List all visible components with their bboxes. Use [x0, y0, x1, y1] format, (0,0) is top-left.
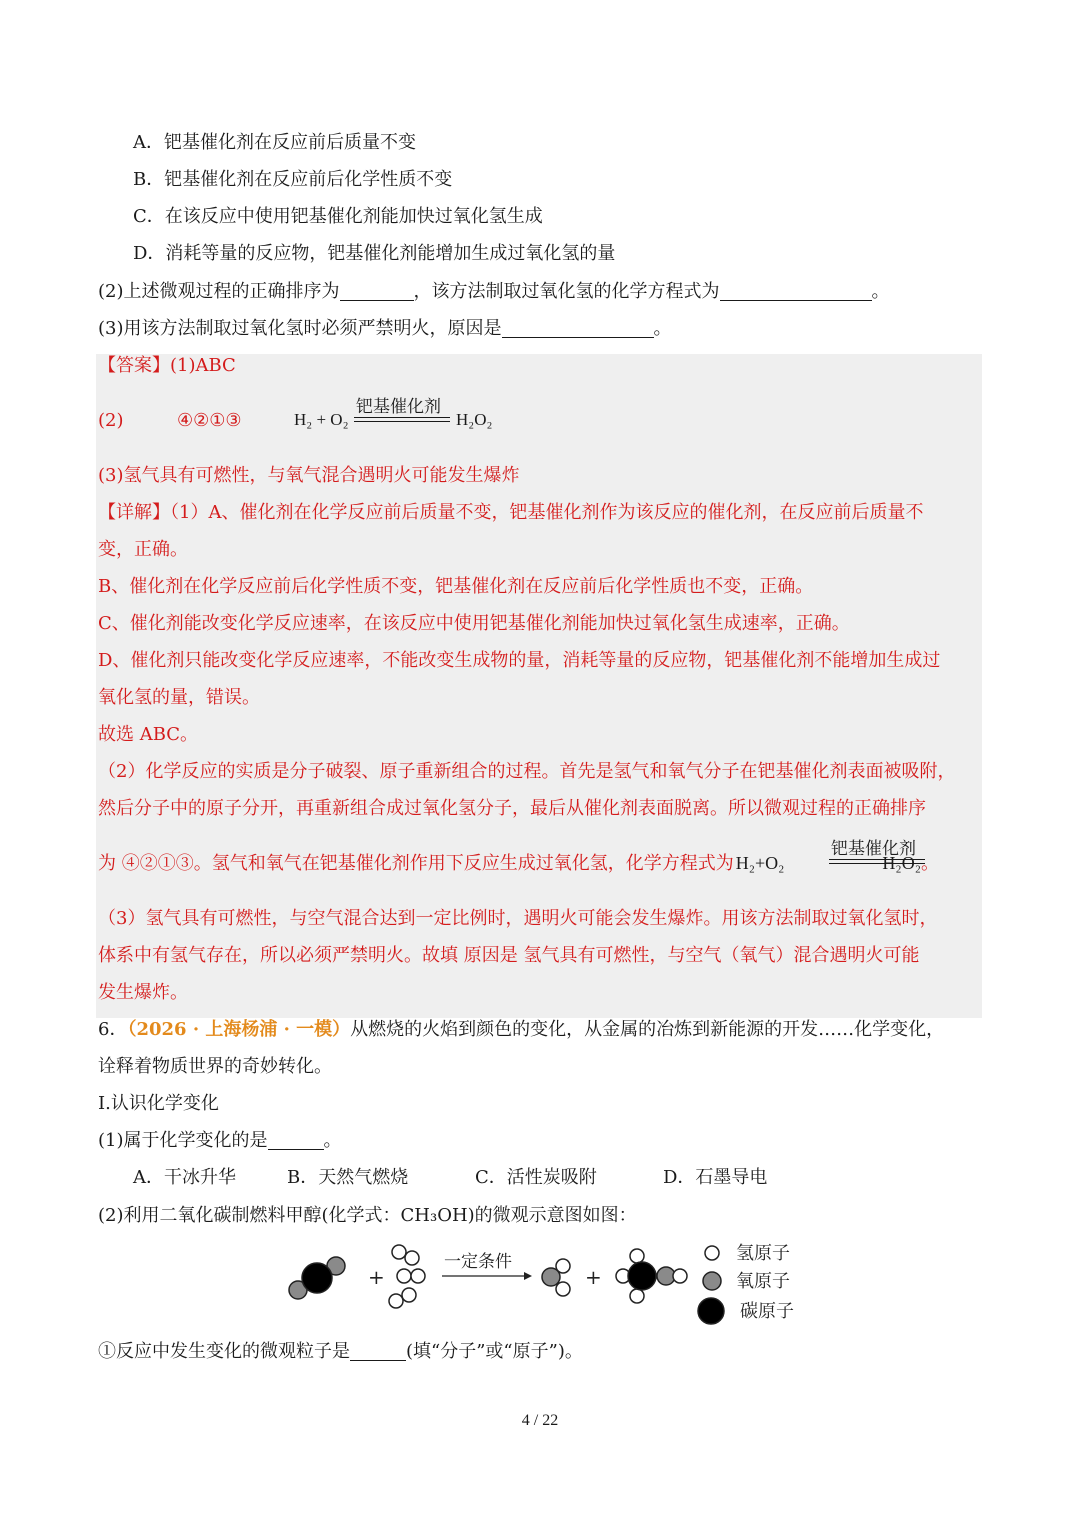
q6-sub-2: (2)利用二氧化碳制燃料甲醇(化学式：CH₃OH)的微观示意图如图： [98, 1205, 637, 1226]
sub-question-text: ①反应中发生变化的微观粒子是 [98, 1341, 350, 1362]
explain-line-11: （3）氢气具有可燃性，与空气混合达到一定比例时，遇明火可能会发生爆炸。用该方法制取过氧化氢时， [98, 908, 938, 929]
hydrogen-atom [556, 1282, 570, 1296]
answer-2-order: ④②①③ [176, 410, 242, 431]
explain-end: 。 [920, 853, 939, 874]
answer-3: (3)氢气具有可燃性，与氧气混合遇明火可能发生爆炸 [98, 465, 520, 486]
sub-question-text: (1)属于化学变化的是 [98, 1130, 268, 1151]
hydrogen-atom [411, 1269, 425, 1283]
arrow-head [524, 1272, 532, 1280]
q6-sub-2-question [98, 1341, 583, 1363]
explain-line-1 [98, 502, 923, 524]
explain-line-13: 发生爆炸。 [98, 982, 188, 1003]
explain-line-3: B、催化剂在化学反应前后化学性质不变，钯基催化剂在反应前后化学性质也不变，正确。 [98, 576, 814, 597]
question-stem: 从燃烧的火焰到颜色的变化，从金属的冶炼到新能源的开发……化学变化， [350, 1019, 945, 1040]
legend-hydrogen-atom [705, 1246, 719, 1260]
question-source: （2026 · 上海杨浦 · 一模） [127, 1019, 351, 1040]
explain-line-12: 体系中有氢气存在，所以必须严禁明火。故填 原因是 氢气具有可燃性，与空气（氧气）混合遇明火可能 [98, 945, 920, 966]
inline-equation-arrow [829, 859, 925, 864]
q6-option-c: C．活性炭吸附 [475, 1167, 597, 1188]
option-d: D．消耗等量的反应物，钯基催化剂能增加生成过氧化氢的量 [133, 243, 616, 264]
explain-line-4: C、催化剂能改变化学反应速率，在该反应中使用钯基催化剂能加快过氧化氢生成速率，正确。 [98, 613, 850, 634]
question-number: 6． [98, 1019, 128, 1040]
hydrogen-atom [392, 1245, 406, 1259]
q6-part-1: I.认识化学变化 [98, 1093, 219, 1114]
equation-arrow [354, 417, 450, 422]
option-c: C．在该反应中使用钯基催化剂能加快过氧化氢生成 [133, 206, 543, 227]
hydrogen-atom [397, 1269, 411, 1283]
legend-oxygen-atom [703, 1272, 721, 1290]
answer-1: (1)ABC [170, 355, 236, 376]
inline-equation-reactants: H₂+O₂ [735, 853, 785, 873]
explain-line-7: 故选 ABC。 [98, 724, 199, 745]
equation-product: H₂O₂ [456, 410, 493, 429]
legend-carbon-label: 碳原子 [740, 1301, 794, 1322]
question-2 [98, 281, 890, 303]
q6-option-b: B．天然气燃烧 [287, 1167, 409, 1188]
hydrogen-atom [389, 1294, 403, 1308]
answer-line-2 [98, 410, 242, 432]
explain-line-8: （2）化学反应的实质是分子破裂、原子重新组合的过程。首先是氢气和氧气分子在钯基催化剂表面被吸附， [98, 761, 956, 782]
legend-carbon-atom [698, 1298, 724, 1324]
q6-option-d: D．石墨导电 [663, 1167, 768, 1188]
answer-blank [720, 282, 872, 301]
explain-line-2: 变，正确。 [98, 539, 188, 560]
sub-question-end: 。 [323, 1130, 342, 1151]
carbon-atom [628, 1262, 656, 1290]
explain-text: 为 ④②①③。氢气和氧气在钯基催化剂作用下反应生成过氧化氢，化学方程式为 [98, 853, 734, 874]
inline-equation-condition [829, 834, 929, 868]
question-2-end: 。 [871, 281, 890, 302]
question-3 [98, 318, 672, 340]
page-number: 4 / 22 [521, 1412, 559, 1429]
answer-line-1 [98, 355, 236, 377]
hydrogen-atom [673, 1269, 687, 1283]
explain-line-10 [98, 852, 939, 875]
explain-tag: 【详解】 [98, 502, 170, 523]
answer-equation [294, 392, 514, 438]
hydrogen-atom [630, 1249, 644, 1263]
reaction-diagram [280, 1238, 820, 1328]
plus-sign: + [368, 1265, 385, 1289]
q6-line-2: 诠释着物质世界的奇妙转化。 [98, 1056, 332, 1077]
question-2-text-b: ，该方法制取过氧化氢的化学方程式为 [413, 281, 720, 302]
inline-equation-product: H₂O₂ [882, 853, 921, 873]
sub-question-hint: (填“分子”或“原子”)。 [406, 1341, 583, 1362]
option-b: B．钯基催化剂在反应前后化学性质不变 [133, 169, 453, 190]
question-3-text: (3)用该方法制取过氧化氢时必须严禁明火，原因是 [98, 318, 502, 339]
explain-line-9: 然后分子中的原子分开，再重新组合成过氧化氢分子，最后从催化剂表面脱离。所以微观过程的正确排序 [98, 798, 926, 819]
q6-line-1 [98, 1019, 944, 1041]
inline-condition-text: 钯基催化剂 [831, 839, 916, 859]
plus-sign: + [585, 1265, 602, 1289]
condition-label: 一定条件 [444, 1252, 512, 1272]
q6-option-a: A．干冰升华 [133, 1167, 236, 1188]
q6-sub-1 [98, 1130, 342, 1152]
answer-blank [340, 282, 414, 301]
answer-blank [502, 319, 654, 338]
equation-reactants: H₂ + O₂ [294, 410, 349, 429]
answer-blank [350, 1342, 406, 1361]
legend-hydrogen-label: 氢原子 [736, 1243, 790, 1264]
hydrogen-atom [630, 1289, 644, 1303]
option-a: A．钯基催化剂在反应前后质量不变 [133, 132, 416, 153]
hydrogen-atom [405, 1251, 419, 1265]
carbon-atom [302, 1263, 332, 1293]
explain-line-6: 氧化氢的量，错误。 [98, 687, 260, 708]
answer-2-number: (2) [98, 410, 124, 431]
hydrogen-atom [556, 1259, 570, 1273]
explain-text: （1）A、催化剂在化学反应前后质量不变，钯基催化剂作为该反应的催化剂，在反应前后质量不 [170, 502, 924, 523]
answer-tag: 【答案】 [98, 355, 170, 376]
legend-oxygen-label: 氧原子 [736, 1271, 790, 1292]
question-3-end: 。 [653, 318, 672, 339]
question-2-text: (2)上述微观过程的正确排序为 [98, 281, 340, 302]
hydrogen-atom [402, 1288, 416, 1302]
explain-line-5: D、催化剂只能改变化学反应速率，不能改变生成物的量，消耗等量的反应物，钯基催化剂不能增加生成过 [98, 650, 941, 671]
answer-blank [268, 1131, 324, 1150]
equation-condition: 钯基催化剂 [356, 397, 441, 417]
